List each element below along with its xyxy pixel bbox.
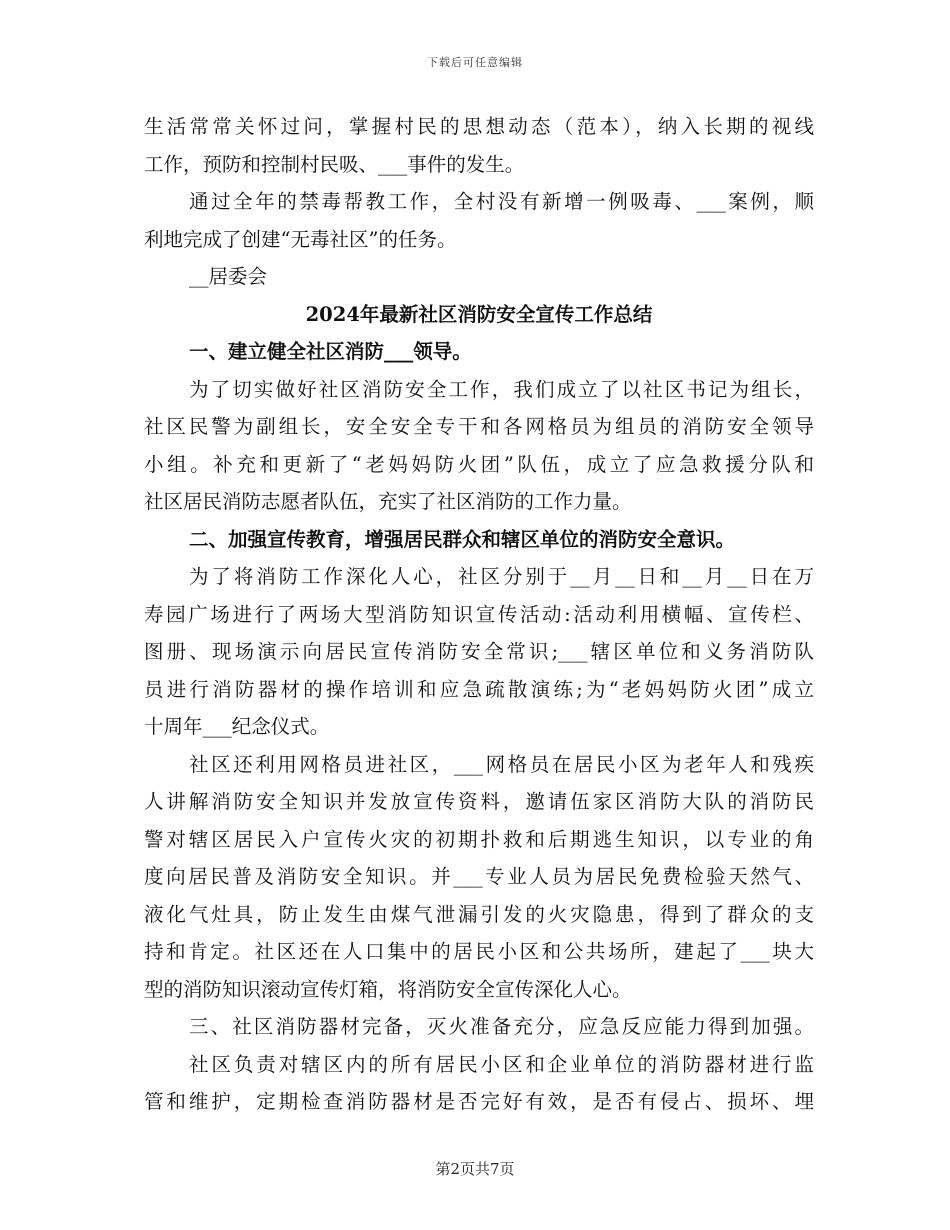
text-line: 度向居民普及消防安全知识。并___专业人员为居民免费检验天然气、 [144, 865, 814, 888]
document-body [144, 108, 814, 1121]
text-line: 生活常常关怀过问，掌握村民的思想动态（范本），纳入长期的视线 [144, 115, 814, 138]
text-line: 社区居民消防志愿者队伍，充实了社区消防的工作力量。 [144, 490, 632, 513]
text-line: 三、社区消防器材完备，灭火准备充分，应急反应能力得到加强。 [189, 1015, 814, 1038]
text-line: 为了切实做好社区消防安全工作，我们成立了以社区书记为组长， [189, 377, 814, 401]
page-header: 下载后可任意编辑 [427, 56, 523, 69]
text-line: 通过全年的禁毒帮教工作，全村没有新增一例吸毒、___案例，顺 [189, 190, 814, 213]
document-title: 2024年最新社区消防安全宣传工作总结 [305, 302, 653, 326]
text-line: 持和肯定。社区还在人口集中的居民小区和公共场所，建起了___块大 [144, 940, 814, 963]
text-line: 员进行消防器材的操作培训和应急疏散演练;为“老妈妈防火团”成立 [144, 677, 814, 701]
text-line: 十周年___纪念仪式。 [144, 715, 330, 738]
text-line: 管和维护，定期检查消防器材是否完好有效，是否有侵占、损坏、埋 [144, 1090, 814, 1113]
text-line: 寿园广场进行了两场大型消防知识宣传活动:活动利用横幅、宣传栏、 [144, 602, 814, 626]
text-line: 小组。补充和更新了“老妈妈防火团”队伍，成立了应急救援分队和 [144, 452, 814, 476]
section-heading: 一、建立健全社区消防___领导。 [189, 340, 472, 363]
text-line: __居委会 [189, 265, 268, 288]
text-line: 为了将消防工作深化人心，社区分别于__月__日和__月__日在万 [189, 565, 814, 588]
text-line: 液化气灶具，防止发生由煤气泄漏引发的火灾隐患，得到了群众的支 [144, 902, 814, 926]
text-line: 型的消防知识滚动宣传灯箱，将消防安全宣传深化人心。 [144, 977, 632, 1001]
text-line: 图册、现场演示向居民宣传消防安全常识;___辖区单位和义务消防队 [144, 640, 814, 663]
text-line: 工作，预防和控制村民吸、___事件的发生。 [144, 152, 525, 176]
text-line: 人讲解消防安全知识并发放宣传资料，邀请伍家区消防大队的消防民 [144, 790, 814, 813]
text-line: 社区还利用网格员进社区，___网格员在居民小区为老年人和残疾 [189, 752, 814, 776]
page-footer: 第2页共7页 [435, 1160, 515, 1178]
text-line: 利地完成了创建“无毒社区”的任务。 [144, 227, 457, 251]
text-line: 社区民警为副组长，安全安全专干和各网格员为组员的消防安全领导 [144, 415, 814, 438]
text-line: 社区负责对辖区内的所有居民小区和企业单位的消防器材进行监 [189, 1052, 814, 1076]
section-heading: 二、加强宣传教育，增强居民群众和辖区单位的消防安全意识。 [189, 527, 736, 551]
text-line: 警对辖区居民入户宣传火灾的初期扑救和后期逃生知识，以专业的角 [144, 827, 814, 851]
